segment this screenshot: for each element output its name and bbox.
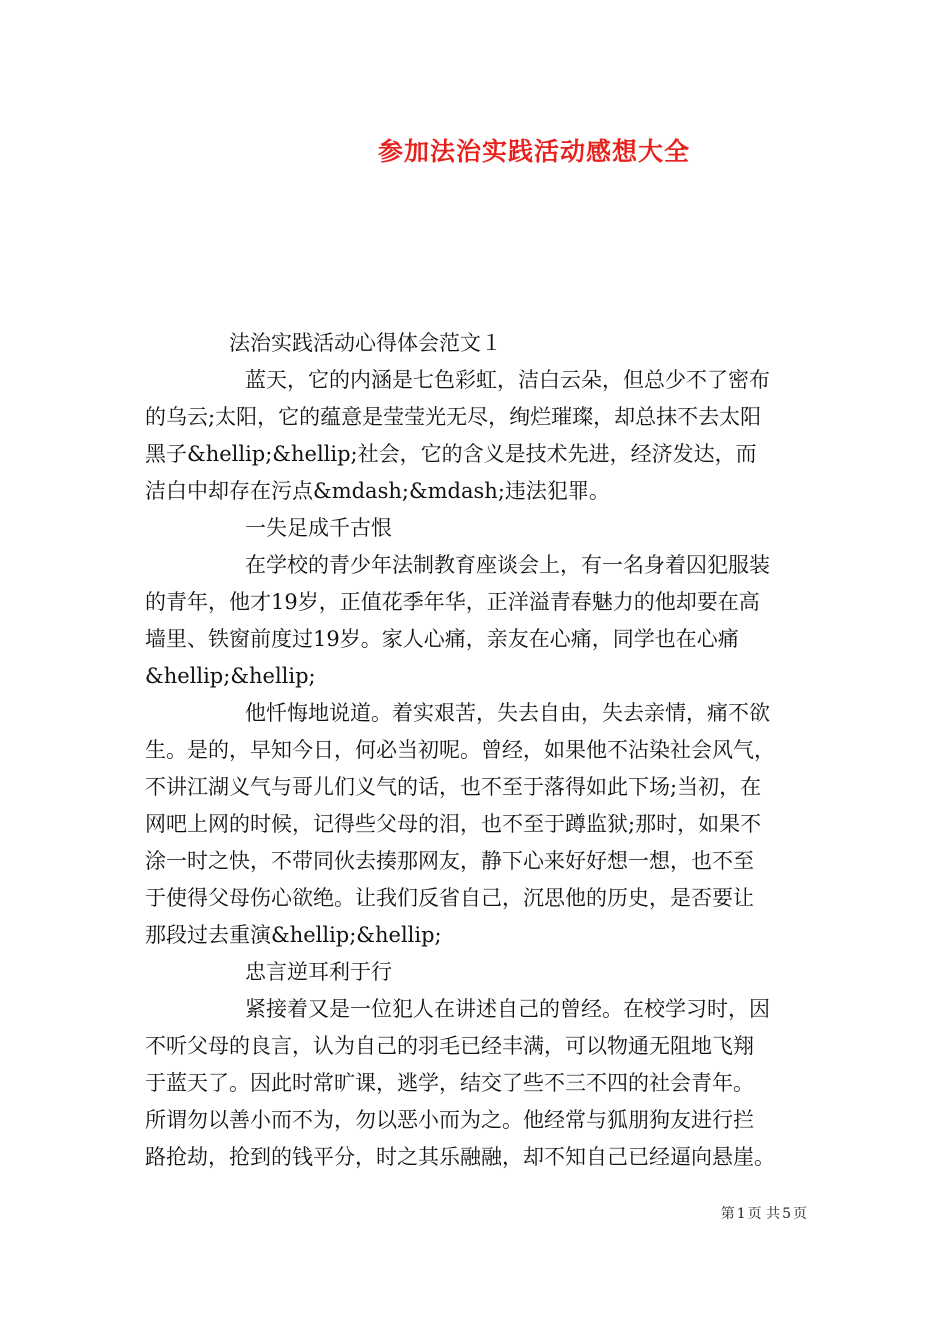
document-body	[145, 325, 810, 1176]
paragraph-line: 不听父母的良言，认为自己的羽毛已经丰满，可以物通无阻地飞翔	[145, 1034, 754, 1058]
paragraph-line: 生。是的，早知今日，何必当初呢。曾经，如果他不沾染社会风气，	[145, 738, 775, 762]
end-label: 页	[793, 1206, 807, 1222]
paragraph-line: 不讲江湖义气与哥儿们义气的话，也不至于落得如此下场;当初，在	[145, 775, 762, 799]
paragraph-line: 于蓝天了。因此时常旷课，逃学，结交了些不三不四的社会青年。	[145, 1071, 754, 1095]
paragraph-line: 网吧上网的时候，记得些父母的泪，也不至于蹲监狱;那时，如果不	[145, 812, 762, 836]
paragraph-line: 涂一时之快，不带同伙去揍那网友，静下心来好好想一想，也不至	[145, 849, 754, 873]
paragraph-line: 所谓勿以善小而不为，勿以恶小而为之。他经常与狐朋狗友进行拦	[145, 1108, 754, 1132]
paragraph-line: 路抢劫，抢到的钱平分，时之其乐融融，却不知自己已经逼向悬崖。	[145, 1145, 775, 1169]
paragraph-line: 墙里、铁窗前度过19岁。家人心痛，亲友在心痛，同学也在心痛	[145, 627, 739, 651]
paragraph-line: &hellip;&hellip;	[145, 664, 316, 688]
paragraph-line: 黑子&hellip;&hellip;社会，它的含义是技术先进，经济发达，而	[145, 442, 757, 466]
section-heading: 法治实践活动心得体会范文１	[229, 331, 502, 355]
paragraph-line: 于使得父母伤心欲绝。让我们反省自己，沉思他的历史，是否要让	[145, 886, 754, 910]
paragraph-line: 洁白中却存在污点&mdash;&mdash;违法犯罪。	[145, 479, 610, 503]
paragraph-line: 的青年，他才19岁，正值花季年华，正洋溢青春魅力的他却要在高	[145, 590, 760, 614]
paragraph-line: 紧接着又是一位犯人在讲述自己的曾经。在校学习时，因	[245, 997, 770, 1021]
document-title: 参加法治实践活动感想大全	[377, 137, 690, 166]
total-label: 页 共	[747, 1206, 781, 1222]
paragraph-line: 在学校的青少年法制教育座谈会上，有一名身着囚犯服装	[245, 553, 770, 577]
paragraph-line: 他忏悔地说道。着实艰苦，失去自由，失去亲情，痛不欲	[245, 701, 770, 725]
current-page-number: 1	[736, 1206, 746, 1222]
paragraph-line: 蓝天，它的内涵是七色彩虹，洁白云朵，但总少不了密布	[245, 368, 770, 392]
paragraph-line: 的乌云;太阳，它的蕴意是莹莹光无尽，绚烂璀璨，却总抹不去太阳	[145, 405, 762, 429]
total-pages-number: 5	[782, 1206, 791, 1222]
page-label: 第	[720, 1206, 735, 1222]
paragraph-line: 那段过去重演&hellip;&hellip;	[145, 923, 442, 947]
page-number-footer	[0, 1203, 807, 1223]
subheading: 忠言逆耳利于行	[245, 960, 392, 984]
subheading: 一失足成千古恨	[245, 516, 392, 540]
